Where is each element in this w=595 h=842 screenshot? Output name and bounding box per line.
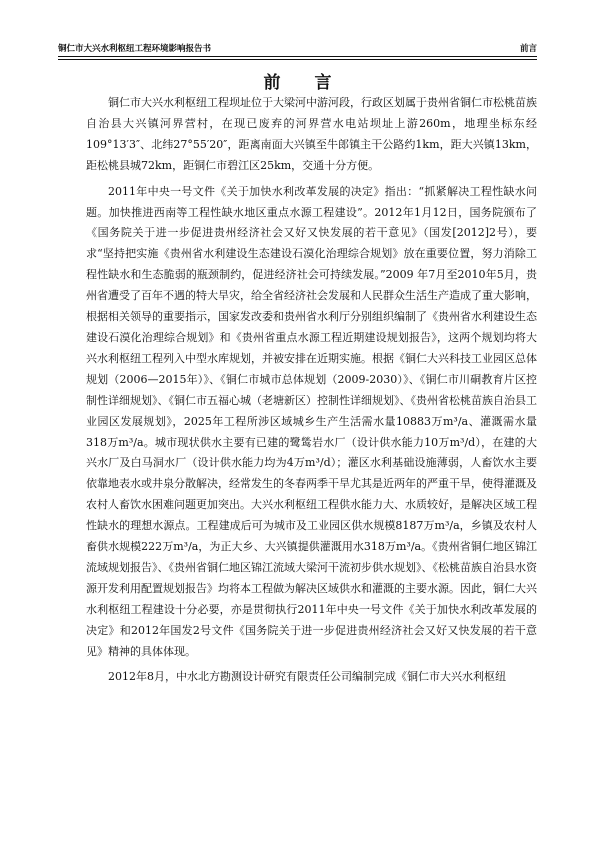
header-section-name: 前言 xyxy=(519,44,537,54)
page-header xyxy=(58,40,537,54)
header-document-title: 铜仁市大兴水利枢纽工程环境影响报告书 xyxy=(58,44,212,54)
document-body xyxy=(86,93,537,832)
paragraph-location: 铜仁市大兴水利枢纽工程坝址位于大梁河中游河段，行政区划属于贵州省铜仁市松桃苗族自治县大兴镇河界营村，在现已废弃的河界营水电站坝址上游260m，地理坐标东经109°13′3″、北纬27°55′20″，距离南面大兴镇至牛郎镇主干公路约1km，距大兴镇13km，距松桃县城72km，距铜仁市碧江区25km，交通十分方便。 xyxy=(86,96,537,172)
header-rule-thin xyxy=(58,59,537,60)
header-rule-thick xyxy=(58,56,537,57)
page-title: 前 言 xyxy=(263,73,346,93)
paragraph-report-preparation: 2012年8月，中水北方勘测设计研究有限责任公司编制完成《铜仁市大兴水利枢纽 xyxy=(108,670,506,684)
paragraph-policy-background: 2011年中央一号文件《关于加快水利改革发展的决定》指出：“抓紧解决工程性缺水问题。加快推进西南等工程性缺水地区重点水源工程建设”。2012年1月12日，国务院颁布了《国务院关于进一步促进贵州经济社会又好又快发展的若干意见》（国发[2012]2号），要求“坚持把实施《贵州省水利建设生态建设石漠化治理综合规划》放在重要位置，努力消除工程性缺水和生态脆弱的瓶颈制约，促进经济社会可持续发展。”2009 年7月至2010年5月，贵州省遭受了百年不遇的特大旱灾，给全省经济社会发展和人民群众生活生产造成了重大影响，根据相关领导的重要指示，国家发改委和贵州省水利厅分别组织编制了《贵州省水利建设生态建设石漠化治理综合规划》和《贵州省重点水源工程近期建设规划报告》，这两个规划均将大兴水利枢纽工程列入中型水库规划，并被安排在近期实施。根据《铜仁大兴科技工业园区总体规划（2006—2015年）》、《铜仁市城市总体规划（2009-2030）》、《铜仁市川硐教育片区控制性详细规划》、《铜仁市五福心城（老塘新区）控制性详细规划》、《贵州省松桃苗族自治县工业园区发展规划》，2025年工程所涉区域城乡生产生活需水量10883万m³/a、灌溉需水量318万m³/a。城市现状供水主要有已建的鹭鸶岩水厂（设计供水能力10万m³/d），在建的大兴水厂及白马洞水厂（设计供水能力均为4万m³/d）；灌区水利基础设施薄弱，人畜饮水主要依靠地表水或井泉分散解决，经常发生的冬春两季干旱尤其是近两年的严重干旱，使得灌溉及农村人畜饮水困难问题更加突出。大兴水利枢纽工程供水能力大、水质较好，是解决区域工程性缺水的理想水源点。工程建成后可为城市及工业园区供水规模8187万m³/a，乡镇及农村人畜供水规模222万m³/a，为正大乡、大兴镇提供灌溉用水318万m³/a。《贵州省铜仁地区锦江流域规划报告》、《贵州省铜仁地区锦江流域大梁河干流初步供水规划》、《松桃苗族自治县水资源开发利用配置规划报告》均将本工程做为解决区域供水和灌溉的主要水源。因此，铜仁大兴水利枢纽工程建设十分必要，亦是贯彻执行2011年中央一号文件《关于加快水利改革发展的决定》和2012年国发2号文件《国务院关于进一步促进贵州经济社会又好又快发展的若干意见》精神的具体体现。 xyxy=(86,184,537,658)
